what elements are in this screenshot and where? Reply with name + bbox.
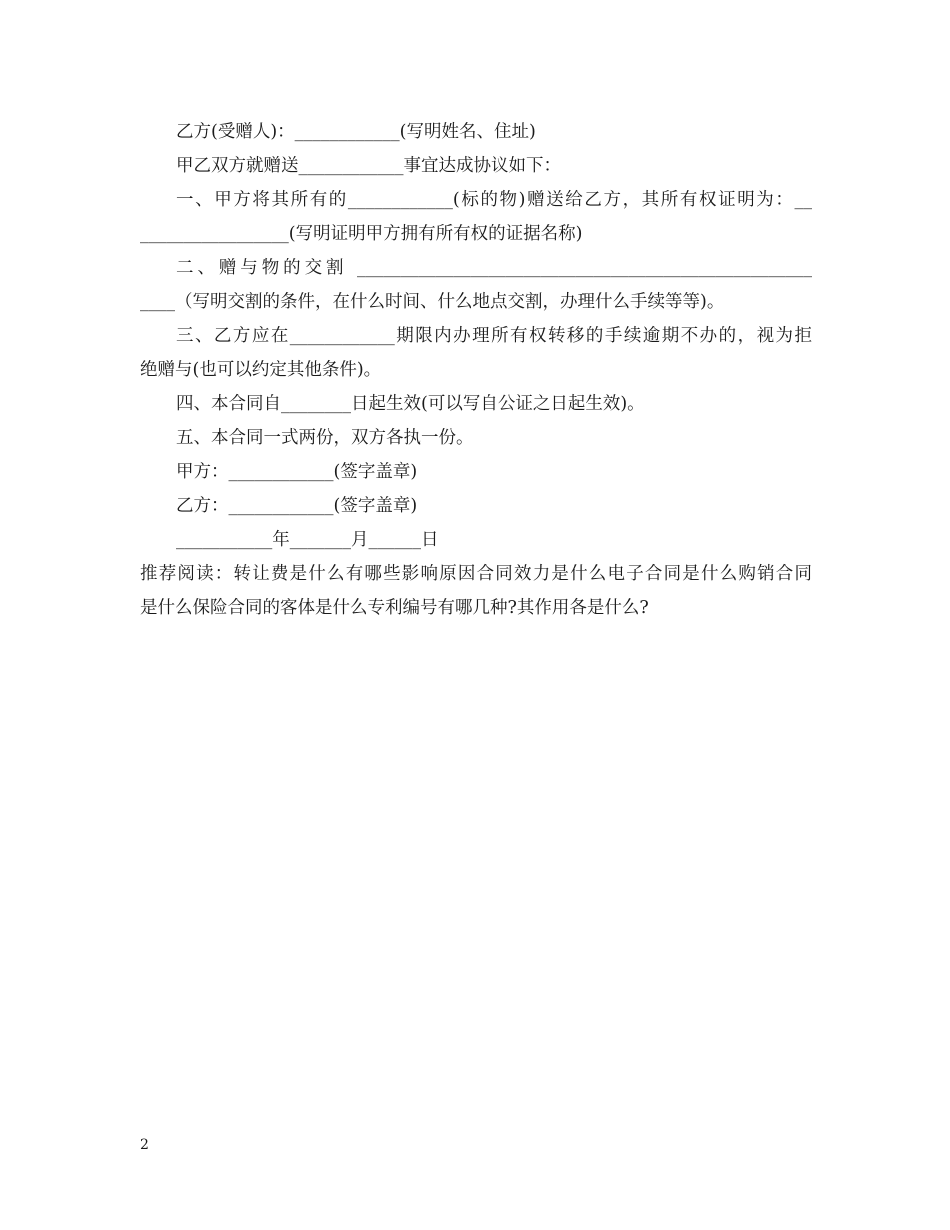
document-body [140,115,812,625]
agreement-intro-line: 甲乙双方就赠送____________事宜达成协议如下： [176,156,561,176]
clause-1-line-2: _________________(写明证明甲方拥有所有权的证据名称) [140,224,583,244]
clause-1-line-1: 一、甲方将其所有的____________(标的物)赠送给乙方，其所有权证明为：__ [176,190,812,210]
party-b-line: 乙方(受赠人)：____________(写明姓名、住址) [176,122,536,142]
party-b-signature-line: 乙方：____________(签字盖章) [176,496,418,516]
recommended-reading-line-2: 是什么保险合同的客体是什么专利编号有哪几种?其作用各是什么? [140,598,649,618]
clause-2-line-1: 二、赠与物的交割 ____________________________________________________ [176,258,812,278]
clause-3-line-1: 三、乙方应在____________期限内办理所有权转移的手续逾期不办的，视为拒 [176,326,812,346]
clause-5-line: 五、本合同一式两份，双方各执一份。 [176,428,474,448]
recommended-reading-line-1: 推荐阅读：转让费是什么有哪些影响原因合同效力是什么电子合同是什么购销合同 [140,564,812,584]
party-a-signature-line: 甲方：____________(签字盖章) [176,462,418,482]
page-number: 2 [140,1137,149,1153]
clause-3-line-2: 绝赠与(也可以约定其他条件)。 [140,360,382,380]
date-line: ___________年_______月______日 [176,530,439,550]
clause-4-line: 四、本合同自________日起生效(可以写自公证之日起生效)。 [176,394,645,414]
clause-2-line-2: ____（写明交割的条件，在什么时间、什么地点交割，办理什么手续等等)。 [140,292,725,312]
